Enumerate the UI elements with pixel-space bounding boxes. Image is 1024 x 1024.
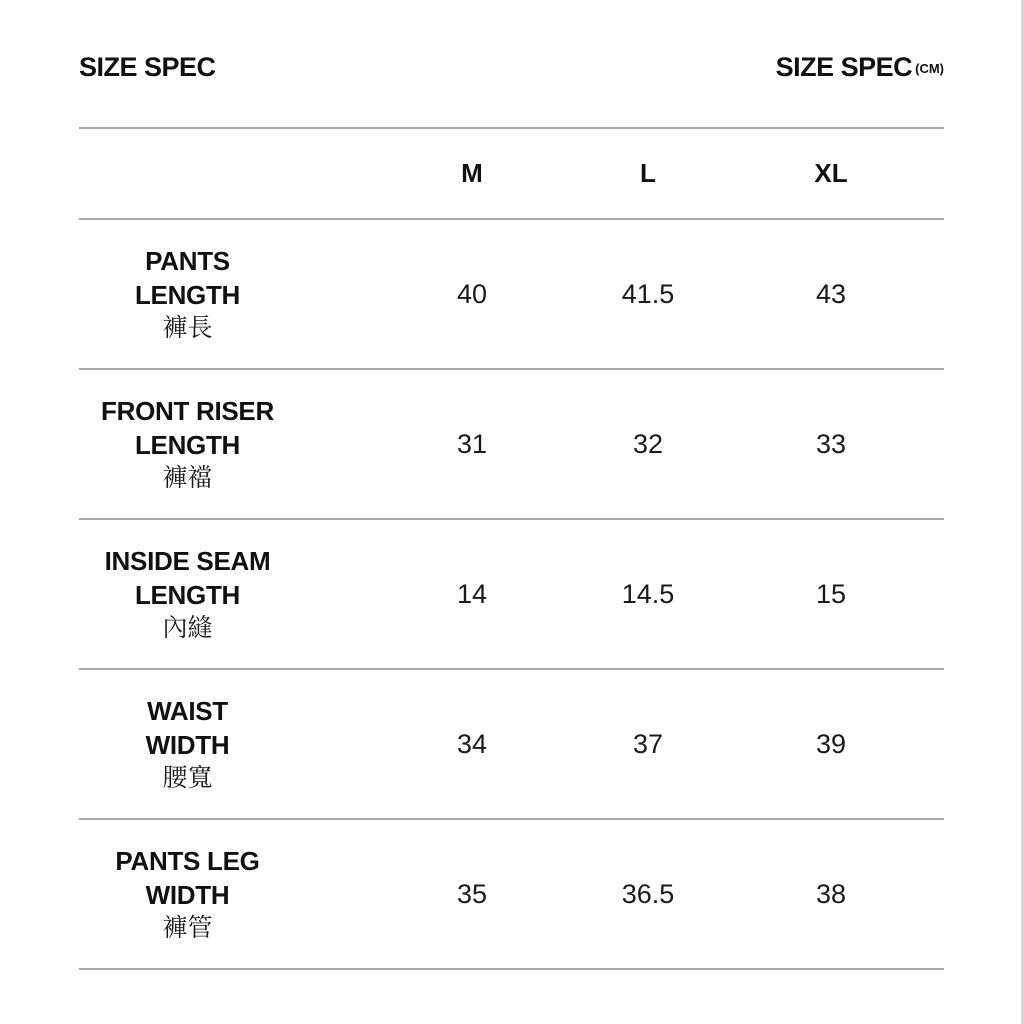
- row-label: [79, 670, 296, 818]
- row-label: [79, 220, 296, 368]
- row-label: [79, 520, 296, 668]
- row-label-zh: 褲長: [162, 313, 213, 342]
- row-label-en: INSIDE SEAM LENGTH: [104, 546, 271, 610]
- table-row-pants-length: [79, 220, 944, 368]
- value-m: 14: [456, 578, 488, 609]
- row-label-zh: 褲襠: [162, 463, 213, 492]
- value-xl: 43: [815, 278, 847, 309]
- row-label-en: WAIST WIDTH: [145, 696, 230, 760]
- column-header-m: M: [461, 158, 483, 188]
- value-m: 40: [456, 278, 488, 309]
- size-spec-table: [79, 127, 944, 970]
- title-right-text: SIZE SPEC: [775, 52, 913, 82]
- row-label-zh: 腰寬: [162, 763, 213, 792]
- value-xl: 38: [815, 878, 847, 909]
- row-label-en: PANTS LEG WIDTH: [115, 846, 260, 910]
- value-l: 32: [632, 428, 664, 459]
- divider: [79, 968, 944, 970]
- value-m: 35: [456, 878, 488, 909]
- page-title-unit: [776, 50, 944, 86]
- row-label: [79, 370, 296, 518]
- value-l: 41.5: [621, 278, 675, 309]
- table-header-row: [79, 129, 944, 218]
- row-label-en: FRONT RISER LENGTH: [101, 396, 274, 460]
- unit-label: (CM): [915, 61, 944, 76]
- value-xl: 39: [815, 728, 847, 759]
- value-m: 31: [456, 428, 488, 459]
- row-label-zh: 褲管: [162, 913, 213, 942]
- row-label-en: PANTS LENGTH: [134, 246, 241, 310]
- table-row-inside-seam-length: [79, 520, 944, 668]
- column-header-l: L: [640, 158, 656, 188]
- value-xl: 33: [815, 428, 847, 459]
- column-header-xl: XL: [814, 158, 848, 188]
- page-title: SIZE SPEC: [79, 52, 216, 82]
- value-l: 14.5: [621, 578, 675, 609]
- table-row-waist-width: [79, 670, 944, 818]
- value-l: 36.5: [621, 878, 675, 909]
- row-label: [79, 820, 296, 968]
- table-row-front-riser-length: [79, 370, 944, 518]
- value-xl: 15: [815, 578, 847, 609]
- row-label-zh: 內縫: [162, 613, 213, 642]
- value-m: 34: [456, 728, 488, 759]
- table-row-pants-leg-width: [79, 820, 944, 968]
- value-l: 37: [632, 728, 664, 759]
